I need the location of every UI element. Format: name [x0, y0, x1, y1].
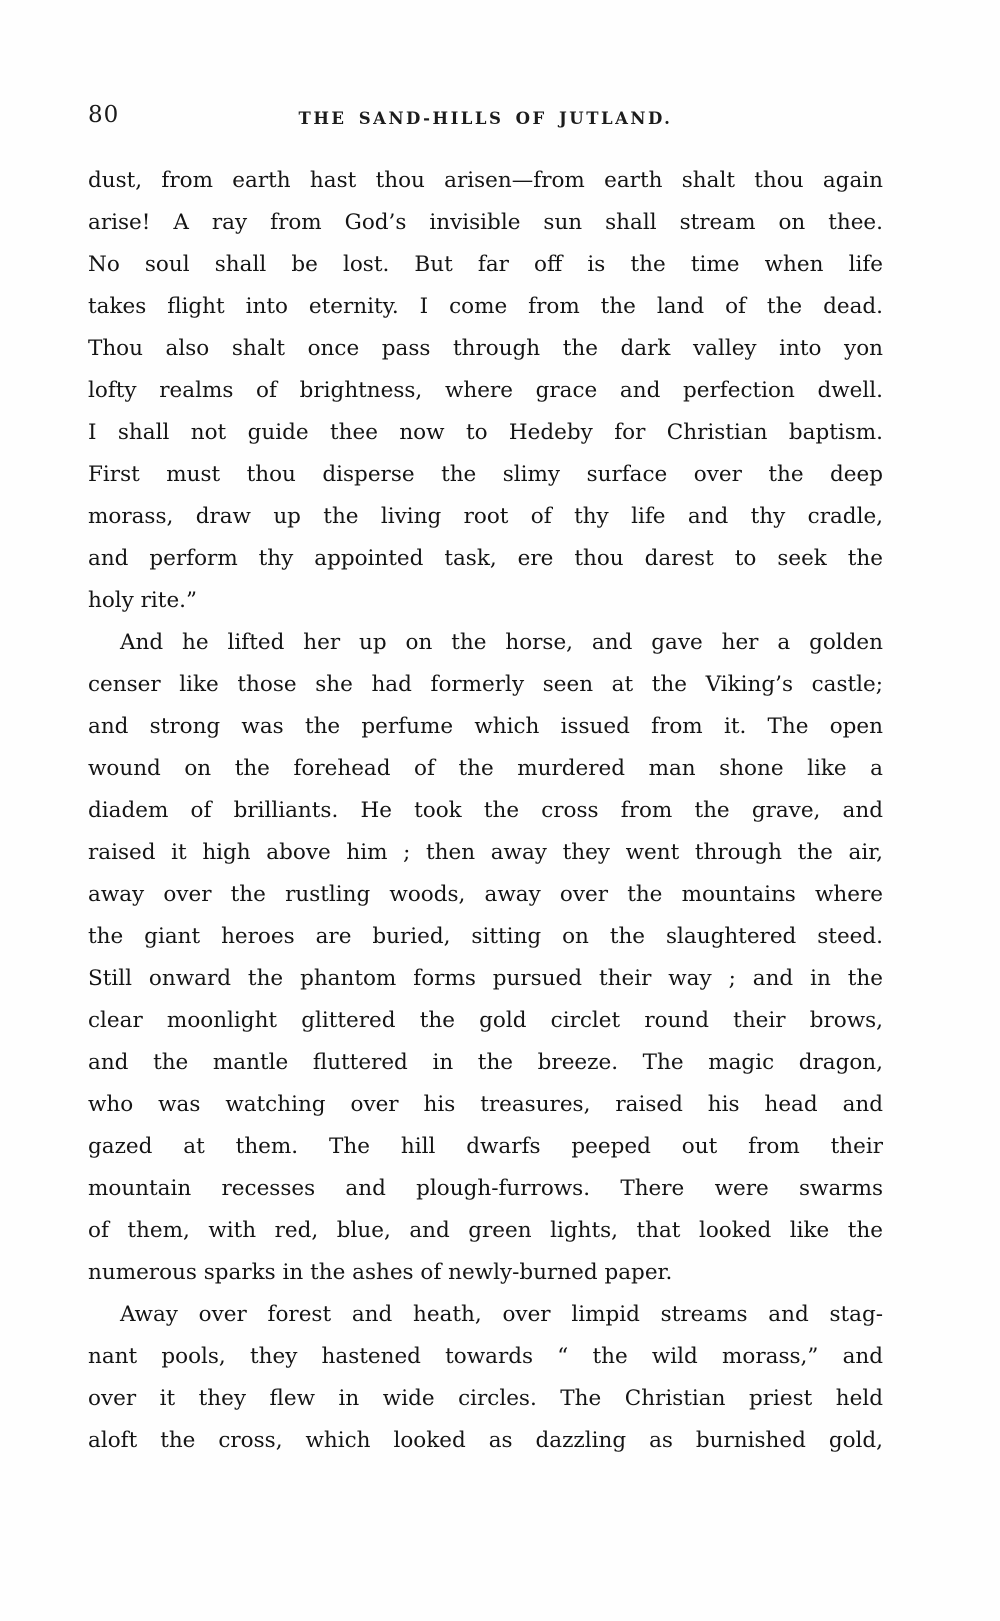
text-line: and perform thy appointed task, ere thou darest to seek the [88, 546, 883, 571]
paragraph [88, 622, 883, 1294]
text-line: holy rite.” [88, 588, 197, 613]
text-line: Thou also shalt once pass through the dark valley into yon [88, 336, 883, 361]
text-line: over it they flew in wide circles. The Christian priest held [88, 1386, 883, 1411]
text-line: First must thou disperse the slimy surface over the deep [88, 462, 883, 487]
text-line: I shall not guide thee now to Hedeby for Christian baptism. [88, 420, 883, 445]
text-line: nant pools, they hastened towards “ the wild morass,” and [88, 1344, 883, 1369]
text-line: takes flight into eternity. I come from the land of the dead. [88, 294, 883, 319]
text-line: who was watching over his treasures, raised his head and [88, 1092, 883, 1117]
text-line: Away over forest and heath, over limpid streams and stag- [120, 1302, 883, 1327]
running-header [88, 100, 883, 134]
text-line: morass, draw up the living root of thy life and thy cradle, [88, 504, 883, 529]
text-line: the giant heroes are buried, sitting on the slaughtered steed. [88, 924, 883, 949]
text-line: Still onward the phantom forms pursued their way ; and in the [88, 966, 883, 991]
text-line: dust, from earth hast thou arisen—from earth shalt thou again [88, 168, 883, 193]
text-line: and the mantle fluttered in the breeze. The magic dragon, [88, 1050, 883, 1075]
page-number: 80 [88, 102, 120, 128]
text-line: away over the rustling woods, away over the mountains where [88, 882, 883, 907]
text-line: arise! A ray from God’s invisible sun shall stream on thee. [88, 210, 883, 235]
running-title: THE SAND-HILLS OF JUTLAND. [298, 109, 673, 128]
text-line: censer like those she had formerly seen at the Viking’s castle; [88, 672, 883, 697]
paragraph [88, 1294, 883, 1462]
text-line: mountain recesses and plough-furrows. There were swarms [88, 1176, 883, 1201]
text-line: wound on the forehead of the murdered man shone like a [88, 756, 883, 781]
text-line: And he lifted her up on the horse, and gave her a golden [120, 630, 883, 655]
text-line: and strong was the perfume which issued from it. The open [88, 714, 883, 739]
text-line: aloft the cross, which looked as dazzling as burnished gold, [88, 1428, 883, 1453]
text-line: numerous sparks in the ashes of newly-burned paper. [88, 1260, 673, 1285]
page-body [88, 160, 883, 1462]
text-line: lofty realms of brightness, where grace and perfection dwell. [88, 378, 883, 403]
text-line: gazed at them. The hill dwarfs peeped out from their [88, 1134, 883, 1159]
text-line: raised it high above him ; then away they went through the air, [88, 840, 883, 865]
text-line: No soul shall be lost. But far off is the time when life [88, 252, 883, 277]
text-line: of them, with red, blue, and green lights, that looked like the [88, 1218, 883, 1243]
paragraph [88, 160, 883, 622]
text-line: clear moonlight glittered the gold circlet round their brows, [88, 1008, 883, 1033]
text-line: diadem of brilliants. He took the cross from the grave, and [88, 798, 883, 823]
